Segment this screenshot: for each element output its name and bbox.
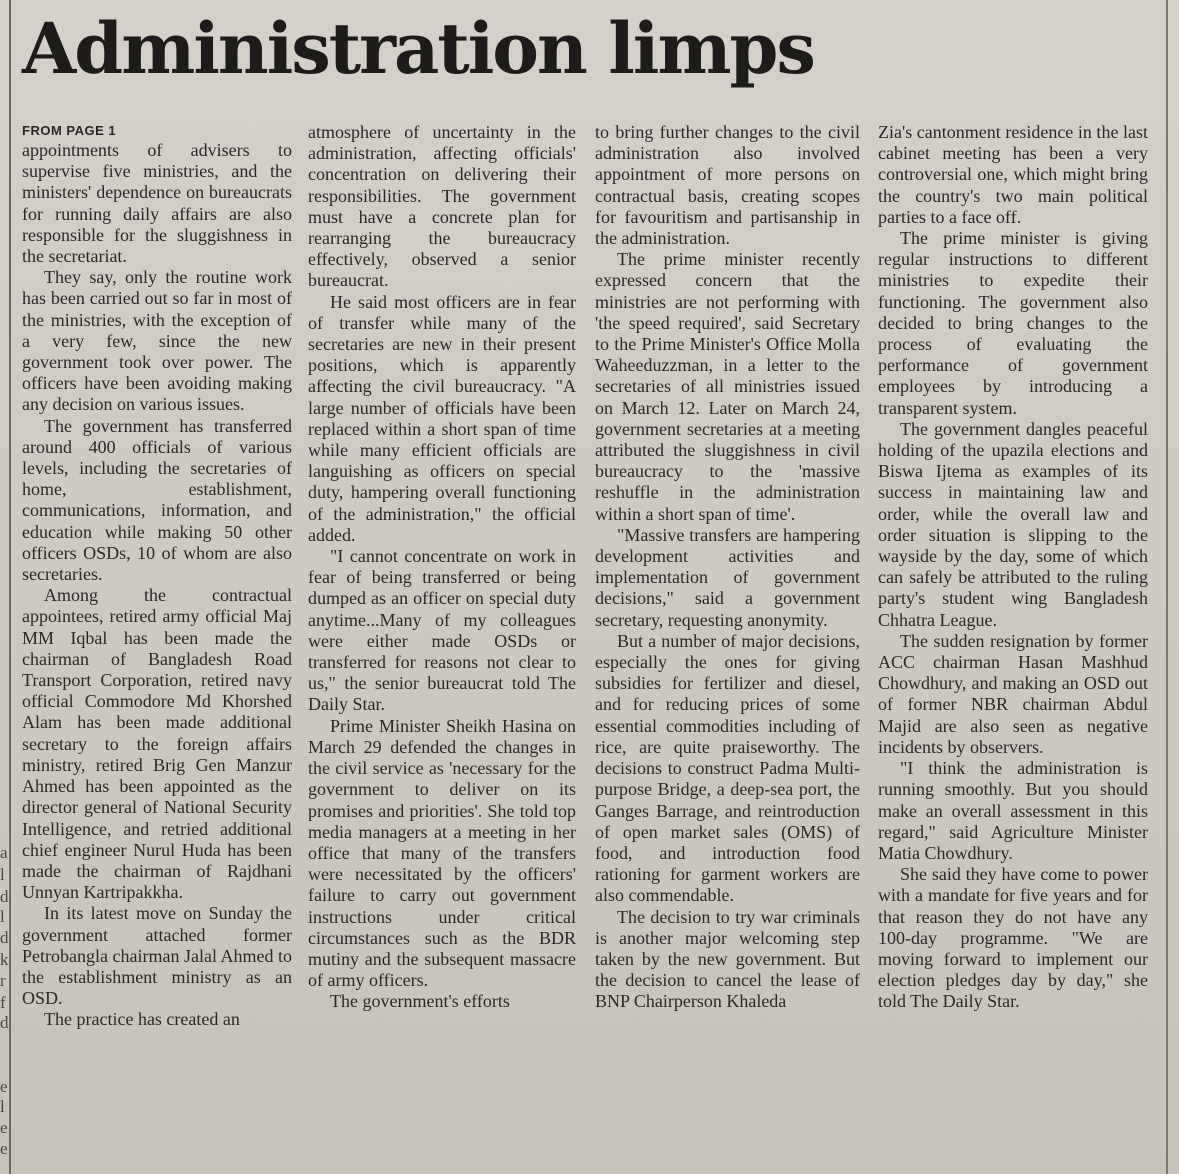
headline: Administration limps — [22, 7, 814, 90]
margin-fragment: a — [0, 843, 8, 862]
paragraph: The decision to try war criminals is another major welcoming step taken by the new government. But the decision to cancel the lease of BNP Chairperson Khaleda — [595, 906, 860, 1012]
paragraph: Among the contractual appointees, retired army official Maj MM Iqbal has been made the chairman of Bangladesh Road Transport Corporation, retired navy official Commodore Md Khorshed Alam has been made additional secretary to the foreign affairs ministry, retired Brig Gen Manzur Ahmed has been appointed as the director general of National Security Intelligence, and retried additional chief engineer Nurul Huda has been made the chairman of Rajdhani Unnyan Kartripakkha. — [22, 585, 292, 903]
paragraph: He said most officers are in fear of transfer while many of the secretaries are new in their present positions, which is apparently affecting the civil bureaucracy. "A large number of officials have been replaced within a short span of time while many efficient officials are languishing as officers on special duty, hampering overall functioning of the administration," the official added. — [308, 291, 576, 545]
paragraph: "I think the administration is running smoothly. But you should make an overall assessment in this regard," said Agriculture Minister Matia Chowdhury. — [878, 758, 1148, 863]
paragraph: In its latest move on Sunday the government attached former Petrobangla chairman Jalal Ahmed to the establishment ministry as an OSD. — [22, 903, 292, 1009]
paragraph: The prime minister is giving regular instructions to different ministries to expedite their functioning. The government also decided to bring changes to the process of evaluating the performance of government employees by introducing a transparent system. — [878, 228, 1148, 418]
paragraph: Zia's cantonment residence in the last cabinet meeting has been a very controversial one, which might bring the country's two main political parties to a face off. — [878, 122, 1148, 227]
paragraph: "Massive transfers are hampering development activities and implementation of government decisions," said a government secretary, requesting anonymity. — [595, 524, 860, 630]
paragraph: She said they have come to power with a mandate for five years and for that reason they do not have any 100-day programme. "We are moving forward to implement our election pledges day by day," she told The Daily Star. — [878, 864, 1148, 1012]
margin-fragment: r — [0, 971, 6, 990]
margin-fragment: f — [0, 993, 6, 1012]
margin-fragment: l — [0, 907, 5, 926]
column-divider-right — [1166, 0, 1168, 1174]
margin-fragment: d — [0, 928, 9, 947]
paragraph: Prime Minister Sheikh Hasina on March 29 defended the changes in the civil service as 'necessary for the government to deliver on its promises and priorities'. She told top media managers at a meeting in her office that many of the transfers were necessitated by the officers' failure to carry out government instructions under critical circumstances such as the BDR mutiny and the subsequent massacre of army officers. — [308, 715, 576, 991]
article-column-4 — [878, 122, 1148, 1167]
margin-fragment: d — [0, 1013, 9, 1032]
paragraph: The government dangles peaceful holding of the upazila elections and Biswa Ijtema as examples of its success in maintaining law and order, while the overall law and order situation is slipping to the wayside by the day, some of which can safely be attributed to the ruling party's student wing Bangladesh Chhatra League. — [878, 418, 1148, 630]
margin-fragment: l — [0, 1097, 5, 1116]
margin-fragment: d — [0, 887, 9, 906]
margin-fragment: e — [0, 1118, 8, 1137]
continued-from-kicker: FROM PAGE 1 — [22, 123, 117, 138]
paragraph: to bring further changes to the civil administration also involved appointment of more persons on contractual basis, creating scopes for favouritism and partisanship in the administration. — [595, 122, 860, 249]
paragraph: appointments of advisers to supervise five ministries, and the ministers' dependence on bureaucrats for running daily affairs are also responsible for the sluggishness in the secretariat. — [22, 140, 292, 267]
paragraph: The prime minister recently expressed concern that the ministries are not performing with 'the speed required', said Secretary to the Prime Minister's Office Molla Waheeduzzman, in a letter to the secretaries of all ministries issued on March 12. Later on March 24, government secretaries at a meeting attributed the sluggishness in civil bureaucracy to the 'massive reshuffle in the administration within a short span of time'. — [595, 249, 860, 524]
paragraph: The sudden resignation by former ACC chairman Hasan Mashhud Chowdhury, and making an OSD out of former NBR chairman Abdul Majid are also seen as negative incidents by observers. — [878, 630, 1148, 757]
paragraph: atmosphere of uncertainty in the administration, affecting officials' concentration on delivering their responsibilities. The government must have a concrete plan for rearranging the bureaucracy effectively, observed a senior bureaucrat. — [308, 122, 576, 291]
paragraph: The practice has created an — [44, 1009, 240, 1030]
margin-fragment: e — [0, 1077, 8, 1096]
margin-fragment: l — [0, 865, 5, 884]
margin-fragment: e — [0, 1139, 8, 1158]
paragraph: "I cannot concentrate on work in fear of being transferred or being dumped as an officer on special duty anytime...Many of my colleagues were either made OSDs or transferred for reasons not clear to us," the senior bureaucrat told The Daily Star. — [308, 546, 576, 715]
article-column-3 — [595, 122, 860, 1167]
paragraph: But a number of major decisions, especially the ones for giving subsidies for fertilizer and diesel, and for reducing prices of some essential commodities including of rice, are quite praiseworthy. The decisions to construct Padma Multi-purpose Bridge, a deep-sea port, the Ganges Barrage, and reintroduction of open market sales (OMS) of food, and introduction food rationing for garment workers are also commendable. — [595, 630, 860, 906]
margin-fragment: k — [0, 950, 9, 969]
paragraph: The government has transferred around 400 officials of various levels, including the secretaries of home, establishment, communications, information, and education while making 50 other officers OSDs, 10 of whom are also secretaries. — [22, 415, 292, 585]
article-column-2 — [308, 122, 576, 1167]
column-divider-left — [9, 0, 11, 1174]
paragraph: They say, only the routine work has been carried out so far in most of the ministries, with the exception of a very few, since the new government took over power. The officers have been avoiding making any decision on various issues. — [22, 267, 292, 415]
article-column-1 — [22, 122, 292, 1167]
paragraph: The government's efforts — [330, 991, 510, 1012]
